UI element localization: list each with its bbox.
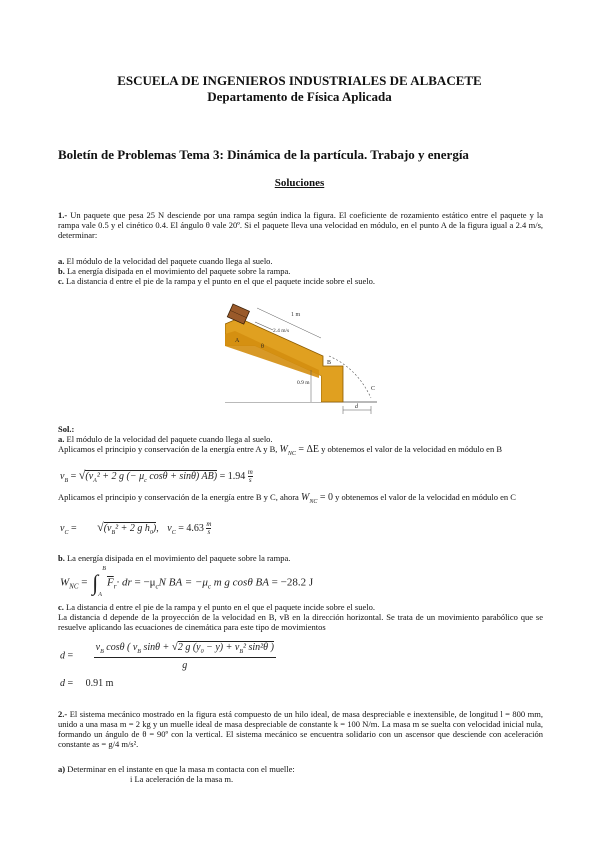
- label-velocity: 2.4 m/s: [273, 328, 290, 334]
- eq-d-result: d = 0.91 m: [60, 678, 114, 689]
- problem1-statement: [58, 210, 543, 240]
- eq-d: d = $\frac{v_B \cos\theta ( v_B \sin\theta + √2 g (y_0 - y) + v_B^2 \sin^2\theta )}{g}$: [60, 641, 274, 671]
- problem2-text: El sistema mecánico mostrado en la figura está compuesto de un hilo ideal, de masa despreciable e inextensible, de longitud l = 800 mm, unido a una masa m = 2 kg y un muelle ideal de masa despreciable de constante k = 100 N/m. La masa m se suelta con velocidad inicial nula, formando un ángulo de θ = 90º con la vertical. El sistema mecánico se encuentra solidario con un ascensor que desciende con aceleración constante as = g/4 m/s².: [58, 709, 543, 749]
- department-name: Departamento de Física Aplicada: [207, 89, 392, 104]
- label-C: C: [371, 386, 376, 392]
- bulletin-title: Boletín de Problemas Tema 3: Dinámica de la partícula. Trabajo y energía: [58, 147, 469, 162]
- problem2-statement: [58, 709, 543, 749]
- label-1m: 1 m: [291, 312, 301, 318]
- solutions-heading: Soluciones: [274, 177, 325, 189]
- eq-wnc: $W_{NC}$ = ∫ B A $\overline{F}_r\cdot$ dr = $-\mu_cN$ BA = $-\mu_c$ m g cosθ BA = −28.2 J: [60, 566, 314, 598]
- eq-wnc0-inline: $W_{NC} = 0$: [300, 492, 333, 505]
- sol-a-text2: Aplicamos el principio y conservación de la energía entre B y C, ahora $W_{NC} = 0$ y obtenemos el valor de la velocidad en módulo en C: [58, 492, 516, 505]
- problem1-text: Un paquete que pesa 25 N desciende por una rampa según indica la figura. El coeficiente de rozamiento estático entre el paquete y la rampa vale 0.5 y el cinético 0.4. El ángulo θ vale 20º. Si el paquete lleva una velocidad en módulo, en el punto A de la figura igual a 2.4 m/s, determinar:: [58, 210, 544, 240]
- label-B: B: [327, 360, 332, 366]
- eq-wnc-inline: $W_{NC} = \Delta E$: [279, 444, 320, 457]
- problem2-subitem-i: i La aceleración de la masa m.: [130, 774, 234, 784]
- sol-a-heading: a. El módulo de la velocidad del paquete cuando llega al suelo.: [58, 434, 273, 444]
- problem1-item-c: c. La distancia d entre el pie de la rampa y el punto en el que el paquete incide sobre el suelo.: [58, 276, 375, 286]
- label-d: d: [355, 404, 358, 410]
- label-theta: θ: [261, 344, 264, 350]
- problem1-number: 1.-: [58, 210, 68, 220]
- label-A: A: [235, 338, 240, 344]
- sol-c-text: La distancia d depende de la proyección de la velocidad en B, vB en la dirección horizontal. Se trata de un movimiento parabólico que se resuelve aplicando las ecuaciones de cinemática para este tipo de movimientos: [58, 612, 543, 632]
- label-height: 0.9 m: [297, 380, 310, 386]
- eq-vc: $v_C = √(v_B^2 + 2$ g $h_0$), $v_C = 4.63$ $\frac{m}{s}$: [60, 520, 212, 537]
- problem1-item-b: b. La energía disipada en el movimiento del paquete sobre la rampa.: [58, 266, 291, 276]
- sol-c-heading: c. La distancia d entre el pie de la rampa y el punto en el que el paquete incide sobre el suelo.: [58, 602, 375, 612]
- sol-a-text1: Aplicamos el principio y conservación de la energía entre A y B, $W_{NC} = \Delta E$ y obtenemos el valor de la velocidad en módulo en B: [58, 444, 502, 457]
- problem2-item-a: a) Determinar en el instante en que la masa m contacta con el muelle:: [58, 764, 295, 774]
- problem1-item-a: a. El módulo de la velocidad del paquete cuando llega al suelo.: [58, 256, 273, 266]
- ramp-figure: [225, 298, 377, 420]
- eq-vb: $v_B = √(v_A^2 + 2$ g (− $\mu_c$ cosθ + sinθ) AB) = 1.94 $\frac{m}{s}$: [60, 468, 253, 485]
- school-name: ESCUELA DE INGENIEROS INDUSTRIALES DE ALBACETE: [117, 73, 482, 88]
- sol-label: Sol.:: [58, 424, 75, 434]
- sol-b-heading: b. La energía disipada en el movimiento del paquete sobre la rampa.: [58, 553, 291, 563]
- problem2-number: 2.-: [58, 709, 68, 719]
